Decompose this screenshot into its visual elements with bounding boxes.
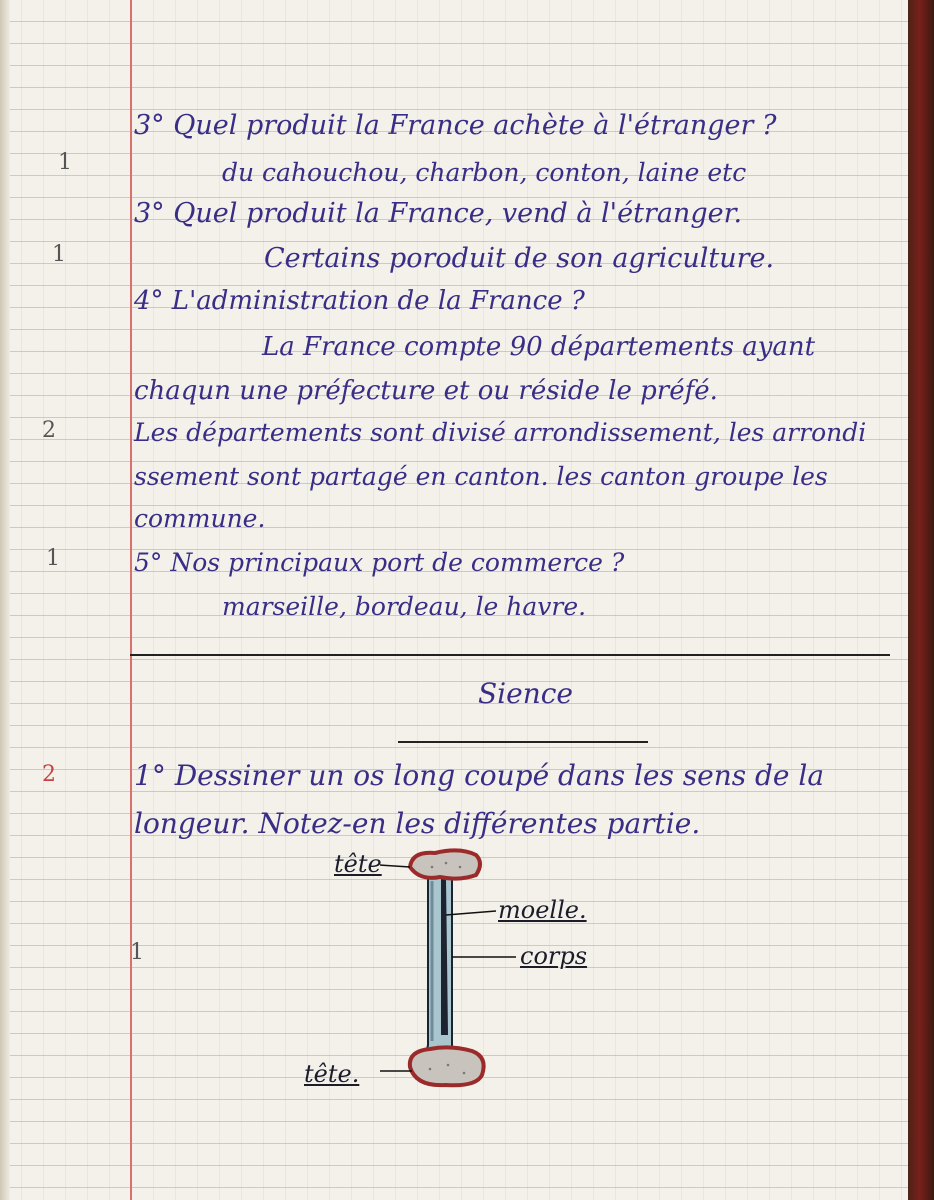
margin-mark: 2 bbox=[42, 762, 56, 787]
answer-line: chaqun une préfecture et ou réside le préfé. bbox=[134, 376, 718, 406]
spongy-dot bbox=[463, 1072, 466, 1075]
label-moelle: moelle. bbox=[498, 896, 587, 924]
answer-line: Les départements sont divisé arrondissement, les arrondi bbox=[134, 418, 867, 447]
answer-line: marseille, bordeau, le havre. bbox=[222, 592, 587, 621]
question-line: 1° Dessiner un os long coupé dans les sens de la bbox=[134, 759, 825, 792]
spongy-dot bbox=[459, 866, 462, 869]
question-line: 3° Quel produit la France, vend à l'étranger. bbox=[134, 198, 743, 229]
question-line: 4° L'administration de la France ? bbox=[134, 286, 585, 316]
spongy-dot bbox=[429, 1068, 432, 1071]
spongy-dot bbox=[445, 862, 448, 865]
margin-mark: 1 bbox=[52, 242, 66, 267]
notebook-cover-edge bbox=[908, 0, 934, 1200]
answer-line: commune. bbox=[134, 504, 266, 533]
question-line: 5° Nos principaux port de commerce ? bbox=[134, 548, 625, 577]
question-line: 3° Quel produit la France achète à l'étranger ? bbox=[134, 110, 777, 141]
bone-head-top bbox=[410, 850, 480, 878]
answer-line: Certains poroduit de son agriculture. bbox=[264, 243, 775, 274]
label-tete-top: tête bbox=[334, 850, 382, 878]
page-binding-edge bbox=[0, 0, 10, 1200]
label-corps: corps bbox=[520, 942, 588, 970]
answer-line: ssement sont partagé en canton. les canton groupe les bbox=[134, 462, 828, 491]
spongy-dot bbox=[447, 1064, 450, 1067]
margin-mark: 2 bbox=[42, 418, 56, 443]
margin-mark: 1 bbox=[46, 546, 60, 571]
margin-mark: 1 bbox=[130, 940, 144, 965]
leader-line-tete-top bbox=[380, 865, 410, 867]
label-tete-bottom: tête. bbox=[304, 1060, 360, 1088]
answer-line: La France compte 90 départements ayant bbox=[262, 332, 816, 362]
bone-head-bottom bbox=[410, 1047, 484, 1085]
leader-line-moelle bbox=[446, 911, 496, 915]
title-underline bbox=[398, 741, 648, 743]
bone-shaft bbox=[420, 875, 460, 1063]
margin-line bbox=[130, 0, 132, 1200]
question-line: longeur. Notez-en les différentes partie. bbox=[134, 807, 701, 840]
long-bone-diagram bbox=[380, 845, 630, 1105]
spongy-dot bbox=[431, 866, 434, 869]
answer-line: du cahouchou, charbon, conton, laine etc bbox=[222, 158, 747, 187]
section-title: Sience bbox=[478, 677, 573, 710]
section-divider bbox=[130, 654, 890, 656]
margin-mark: 1 bbox=[58, 150, 72, 175]
